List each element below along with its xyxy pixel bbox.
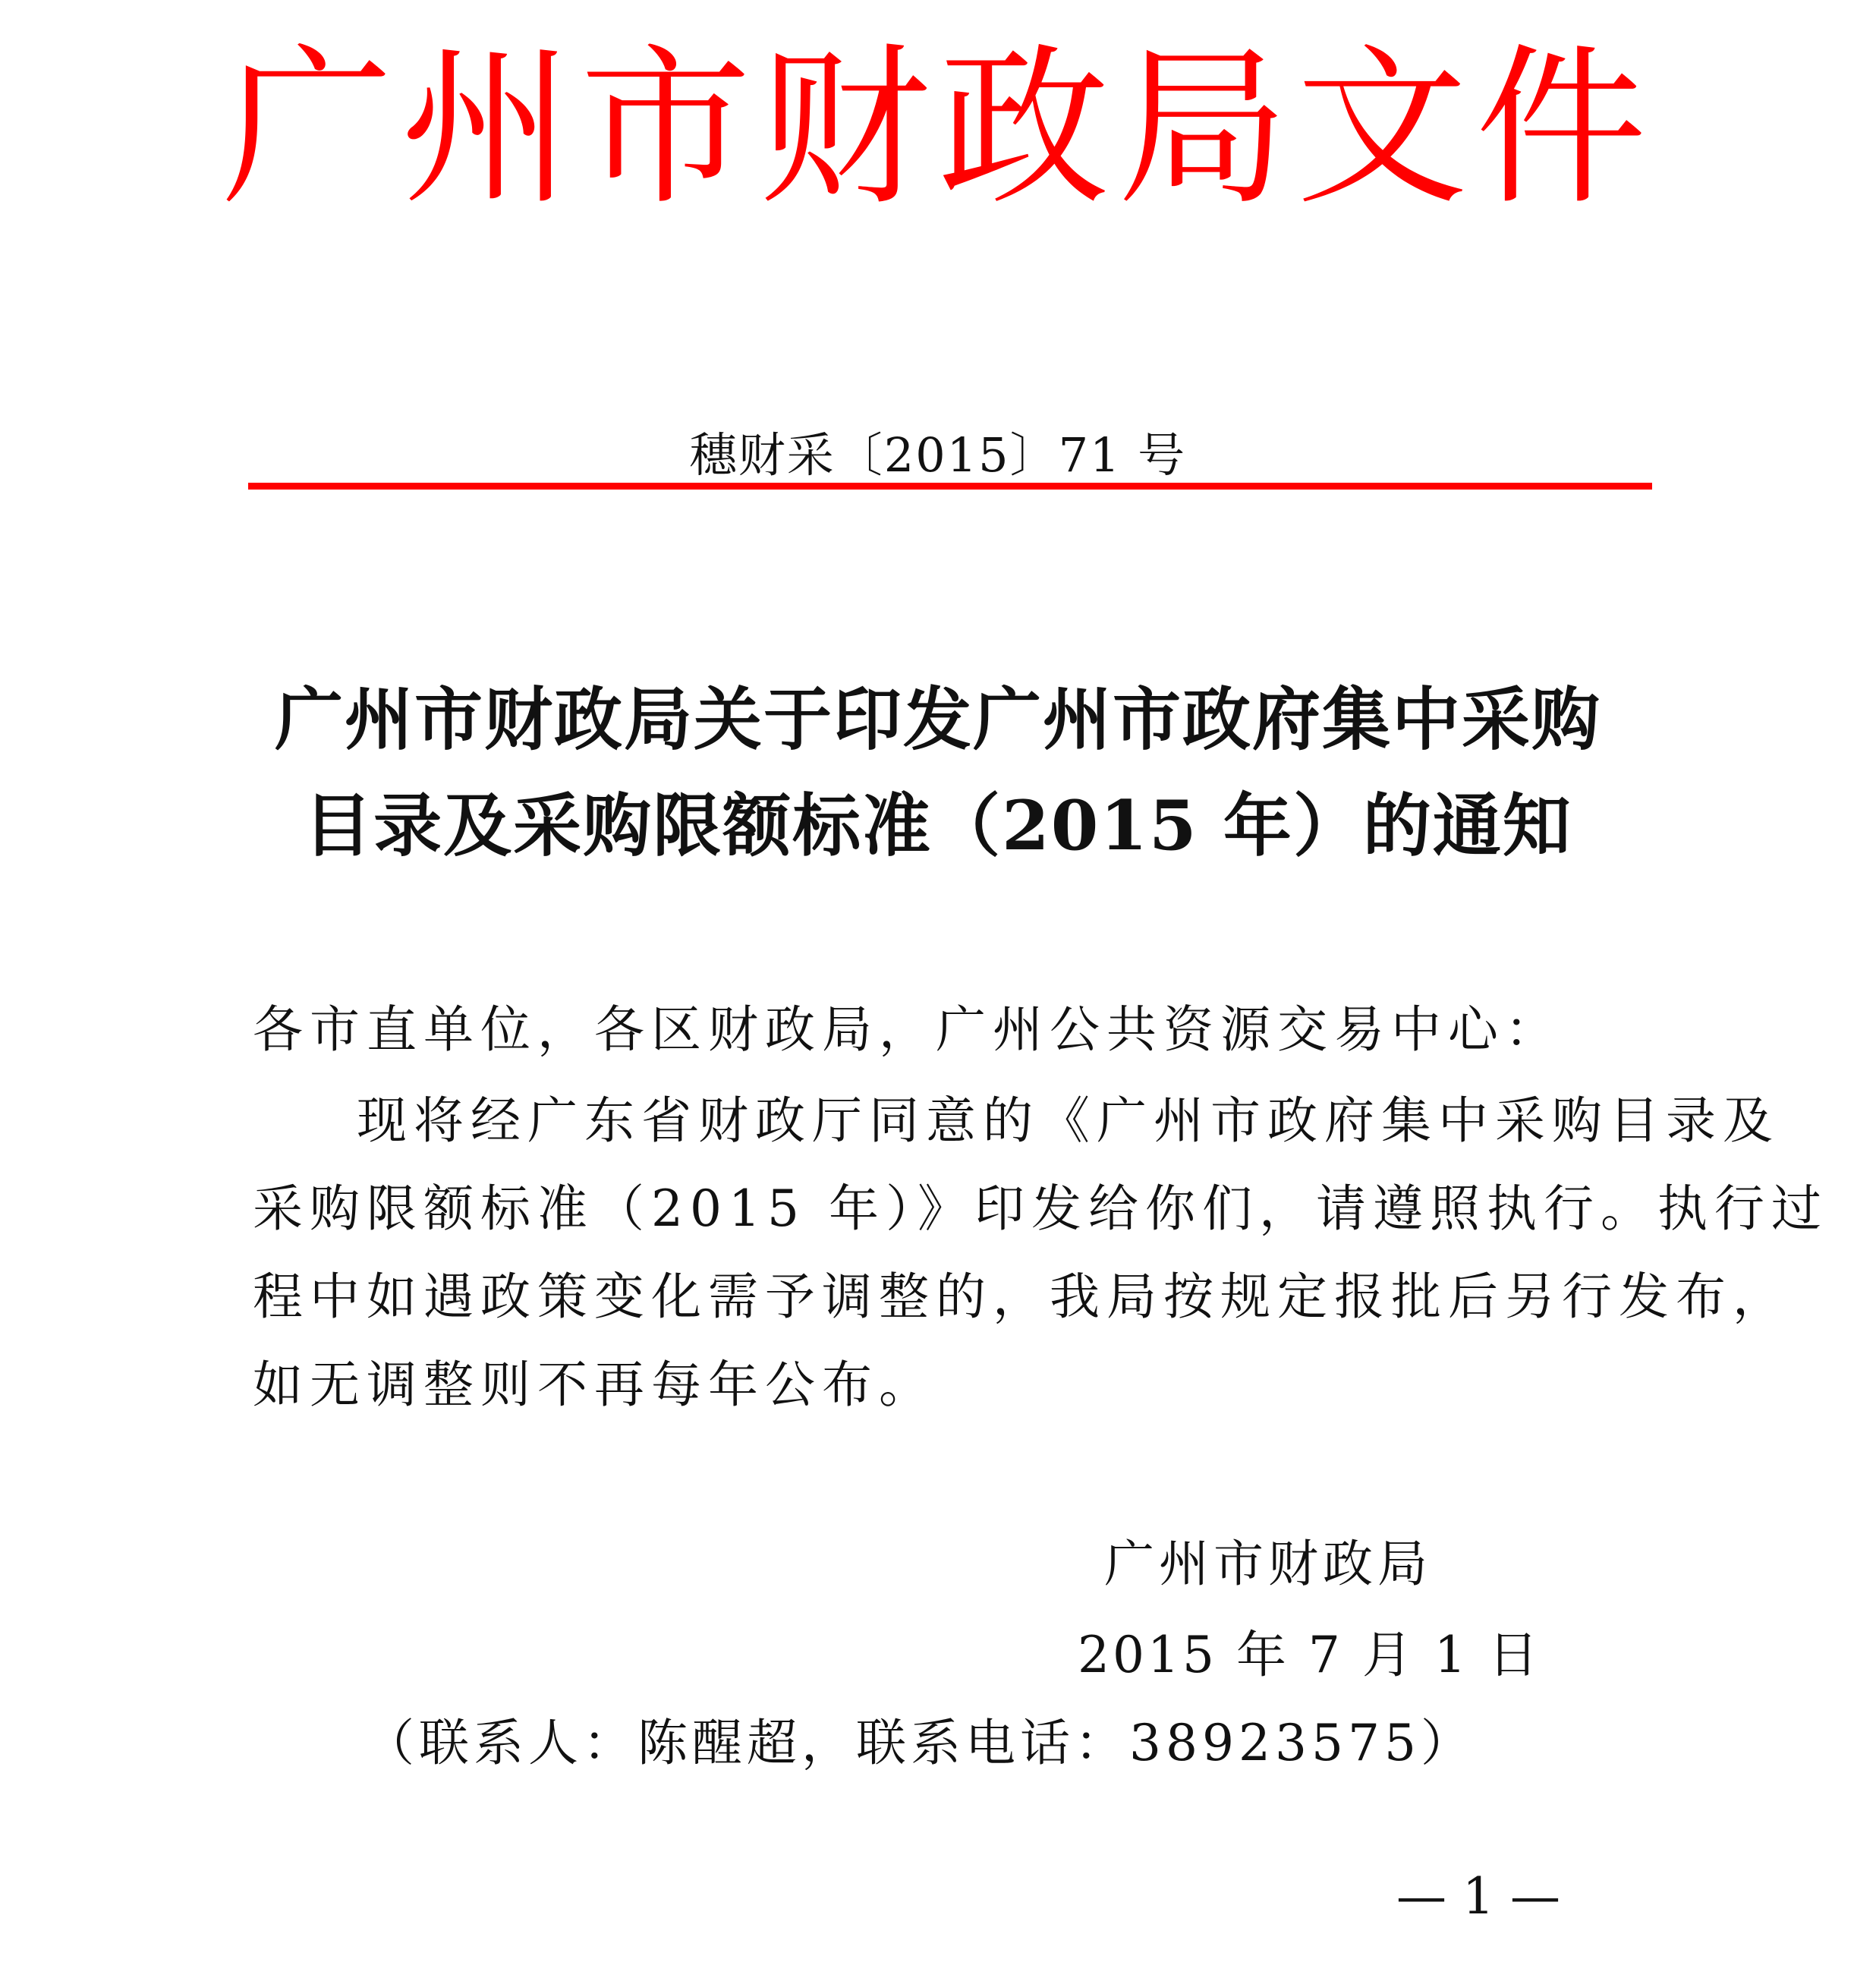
body-paragraph-line: 采购限额标准（2015 年）》印发给你们，请遵照执行。执行过 [253,1179,1828,1238]
body-paragraph-line: 如无调整则不再每年公布。 [253,1356,936,1414]
red-divider [248,483,1652,490]
notice-title-line-2: 目录及采购限额标准（2015 年）的通知 [304,786,1572,866]
body-paragraph-line: 程中如遇政策变化需予调整的，我局按规定报批后另行发布， [253,1268,1789,1326]
notice-title-line-1: 广州市财政局关于印发广州市政府集中采购 [275,679,1601,760]
body-paragraph-line: 现将经广东省财政厅同意的《广州市政府集中采购目录及 [357,1091,1780,1150]
page-number: — 1 — [1396,1867,1560,1926]
signature-organization: 广州市财政局 [1104,1535,1432,1593]
salutation: 各市直单位，各区财政局，广州公共资源交易中心： [253,1000,1562,1059]
document-number: 穗财采〔2015〕71 号 [689,427,1187,483]
contact-info: （联系人：陈醒超，联系电话：38923575） [364,1714,1475,1772]
document-header-title: 广州市财政局文件 [221,29,1654,228]
signature-date: 2015 年 7 月 1 日 [1078,1626,1541,1684]
